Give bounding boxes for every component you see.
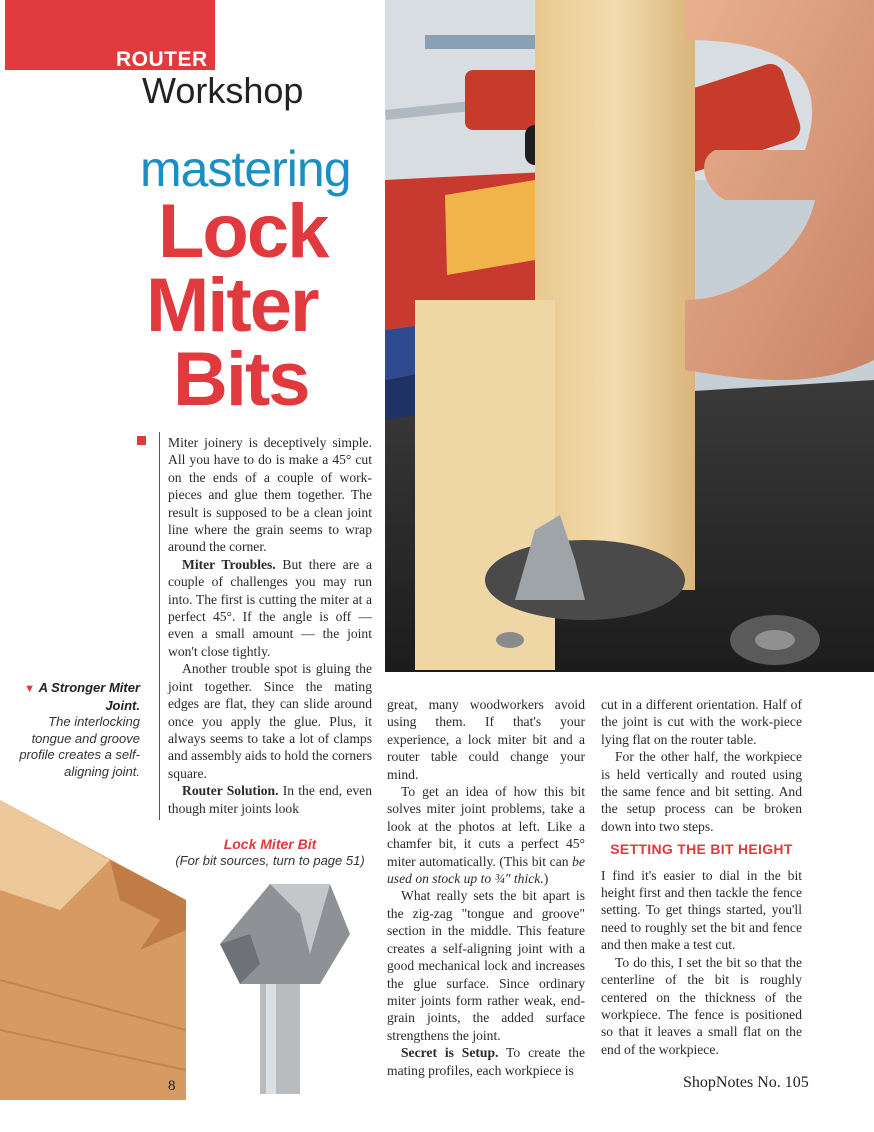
caption-title: A Stronger Miter Joint.: [38, 680, 140, 713]
paragraph: great, many woodworkers avoid using them. If that's your experience, a lock miter bit and a router table could change your mind.: [387, 697, 585, 782]
brand-workshop: Workshop: [142, 70, 304, 111]
photo-caption: [10, 680, 140, 780]
lock-miter-joint-photo: [0, 800, 186, 1100]
section-heading: SETTING THE BIT HEIGHT: [610, 841, 793, 858]
column-1: [168, 434, 372, 817]
column-rule: [159, 432, 160, 820]
bit-figure-title: Lock Miter Bit: [223, 836, 317, 852]
paragraph-text: But there are a couple of challenges you may run into. The first is cutting the miter at a perfect 45°. If the angle is off — even a small amount — the joint won't close tightly.: [168, 556, 373, 659]
title-bits: Bits: [173, 337, 309, 422]
column-2: [387, 696, 585, 1079]
publication-footer: ShopNotes No. 105: [683, 1074, 809, 1091]
caption-triangle-icon: ▼: [24, 683, 36, 695]
router-table-photo: [385, 0, 874, 672]
paragraph-text: To get an idea of how this bit solves miter joint problems, take a look at the photos at left. Like a chamfer bit, it cuts a perfect 45° miter automatically. (This bit can: [387, 784, 585, 869]
page-number: 8: [168, 1078, 176, 1094]
column-3: [601, 696, 802, 1058]
paragraph: [168, 556, 372, 660]
paragraph-text: ): [543, 871, 549, 887]
paragraph: I find it's easier to dial in the bit height first and then tackle the fence setting. To get things started, you'll need to roughly set the bit and fence and then make a test cut.: [601, 867, 802, 953]
paragraph-text: In the end, even though miter joints look: [168, 783, 372, 816]
paragraph: To do this, I set the bit so that the centerline of the bit is roughly centered on the thickness of the workpiece. The fence is positioned so that it leaves a small flat on the end of the workpiece.: [601, 954, 802, 1057]
title-miter: Miter: [146, 263, 318, 348]
run-in-head: Miter Troubles.: [182, 556, 276, 572]
paragraph: Miter joinery is deceptively simple. All you have to do is make a 45° cut on the ends of a couple of work-pieces and glue them together. The result is supposed to be a clean joint line where the grain seems to wrap around the corner.: [168, 435, 372, 555]
paragraph: cut in a different orientation. Half of the joint is cut with the work-piece lying flat on the router table.: [601, 697, 802, 747]
paragraph: [387, 783, 585, 887]
section-marker-square: [137, 436, 146, 445]
italic-text: be used on stock up to ¾" thick.: [387, 853, 585, 887]
bit-figure-subtitle: (For bit sources, turn to page 51): [175, 853, 365, 868]
paragraph-text: To create the mating profiles, each workpiece is: [387, 1045, 585, 1078]
caption-body: The interlocking tongue and groove profile creates a self-aligning joint.: [19, 714, 140, 779]
lock-miter-bit-image: [200, 874, 370, 1094]
paragraph: Another trouble spot is gluing the joint together. Since the mating edges are flat, they can slide around once you apply the glue. Plus, it always seems to take a lot of clamps and assembly aids to hold the corners square.: [168, 661, 372, 781]
paragraph: [168, 782, 372, 817]
title-mastering: mastering: [140, 141, 351, 197]
run-in-head: Router Solution.: [182, 783, 279, 799]
title-lock: Lock: [158, 189, 328, 274]
paragraph: For the other half, the workpiece is held vertically and routed using the same fence and bit setting. And the setup process can be broken down into two steps.: [601, 749, 802, 834]
paragraph: What really sets the bit apart is the zig-zag "tongue and groove" section in the middle. This feature creates a self-aligning joint with a good mechanical lock and increases the glue surface. Since ordinary miter joints form rather weak, end-grain joints, the added surface strengthens the joint.: [387, 888, 585, 1043]
brand-router: ROUTER: [116, 48, 208, 71]
paragraph: [387, 1044, 585, 1079]
run-in-head: Secret is Setup.: [401, 1045, 499, 1061]
